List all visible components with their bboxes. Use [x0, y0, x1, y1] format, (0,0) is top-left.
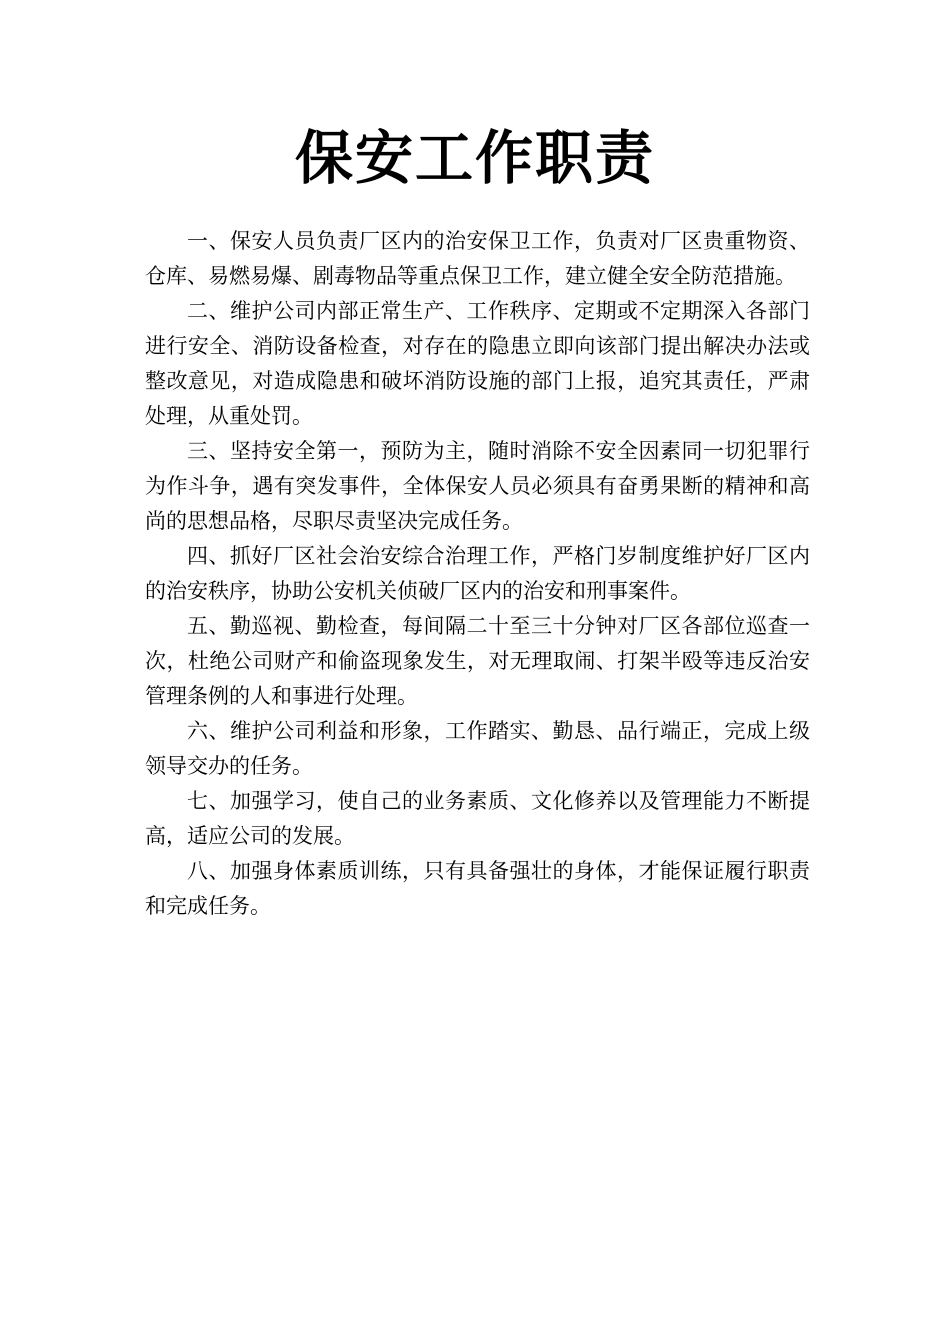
duty-paragraph-4: 四、抓好厂区社会治安综合治理工作，严格门岁制度维护好厂区内的治安秩序，协助公安机关侦破厂区内的治安和刑事案件。 [145, 544, 810, 603]
duty-paragraph-5: 五、勤巡视、勤检查，每间隔二十至三十分钟对厂区各部位巡查一次，杜绝公司财产和偷盗现象发生，对无理取闹、打架半殴等违反治安管理条例的人和事进行处理。 [145, 614, 810, 708]
duty-paragraph-8: 八、加强身体素质训练，只有具备强壮的身体，才能保证履行职责和完成任务。 [145, 859, 810, 918]
duty-paragraph-1: 一、保安人员负责厂区内的治安保卫工作，负责对厂区贵重物资、仓库、易燃易爆、剧毒物品等重点保卫工作，建立健全安全防范措施。 [145, 229, 810, 288]
duty-paragraph-6: 六、维护公司利益和形象，工作踏实、勤恳、品行端正，完成上级领导交办的任务。 [145, 719, 810, 778]
duty-paragraph-7: 七、加强学习，使自己的业务素质、文化修养以及管理能力不断提高，适应公司的发展。 [145, 789, 810, 848]
document-title: 保安工作职责 [294, 124, 655, 192]
document-body [145, 224, 810, 924]
duty-paragraph-2: 二、维护公司内部正常生产、工作秩序、定期或不定期深入各部门进行安全、消防设备检查，对存在的隐患立即向该部门提出解决办法或整改意见，对造成隐患和破坏消防设施的部门上报，追究其责任，严肃处理，从重处罚。 [145, 299, 810, 428]
duty-paragraph-3: 三、坚持安全第一，预防为主，随时消除不安全因素同一切犯罪行为作斗争，遇有突发事件，全体保安人员必须具有奋勇果断的精神和高尚的思想品格，尽职尽责坚决完成任务。 [145, 439, 810, 533]
